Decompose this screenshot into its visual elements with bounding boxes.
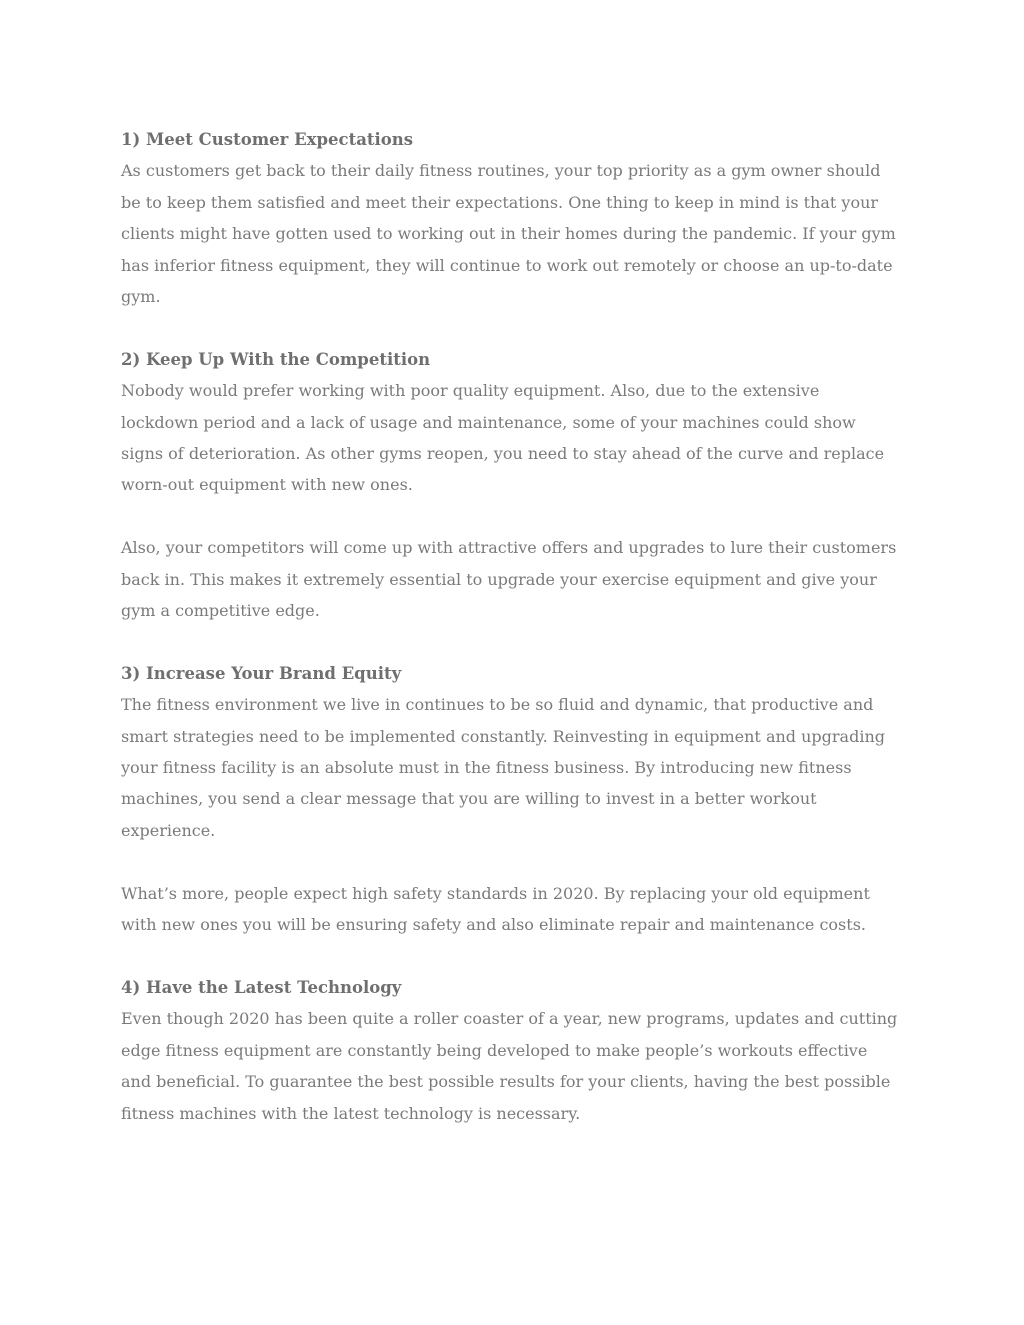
section-paragraph: As customers get back to their daily fitness routines, your top priority as a gym owner should be to keep them satisfied and meet their expectations. One thing to keep in mind is that your clients might have gotten used to working out in their homes during the pandemic. If your gym has inferior fitness equipment, they will continue to work out remotely or choose an up-to-date gym.: [121, 161, 896, 307]
section-meet-customer-expectations: [121, 124, 901, 312]
section-heading: 3) Increase Your Brand Equity: [121, 663, 402, 683]
section-heading: 1) Meet Customer Expectations: [121, 130, 414, 149]
document-page: [121, 124, 901, 1160]
section-paragraph: Nobody would prefer working with poor quality equipment. Also, due to the extensive lockdown period and a lack of usage and maintenance, some of your machines could show signs of deterioration. As other gyms reopen, you need to stay ahead of the curve and replace worn-out equipment with new ones.: [121, 381, 885, 495]
section-increase-brand-equity: [121, 658, 901, 941]
section-latest-technology: [121, 972, 901, 1129]
section-heading: 2) Keep Up With the Competition: [121, 349, 431, 369]
section-paragraph: Even though 2020 has been quite a roller coaster of a year, new programs, updates and cutting edge fitness equipment are constantly being developed to make people’s workouts effective and beneficial. To guarantee the best possible results for your clients, having the best possible fitness machines with the latest technology is necessary.: [121, 1009, 898, 1123]
section-paragraph: Also, your competitors will come up with attractive offers and upgrades to lure their customers back in. This makes it extremely essential to upgrade your exercise equipment and give your gym a competitive edge.: [121, 538, 897, 621]
section-paragraph: What’s more, people expect high safety standards in 2020. By replacing your old equipment with new ones you will be ensuring safety and also eliminate repair and maintenance costs.: [121, 883, 870, 935]
section-paragraph: The fitness environment we live in continues to be so fluid and dynamic, that productive and smart strategies need to be implemented constantly. Reinvesting in equipment and upgrading your fitness facility is an absolute must in the fitness business. By introducing new fitness machines, you send a clear message that you are willing to invest in a better workout experience.: [121, 695, 885, 840]
section-keep-up-with-competition: [121, 344, 901, 627]
section-heading: 4) Have the Latest Technology: [121, 977, 402, 997]
